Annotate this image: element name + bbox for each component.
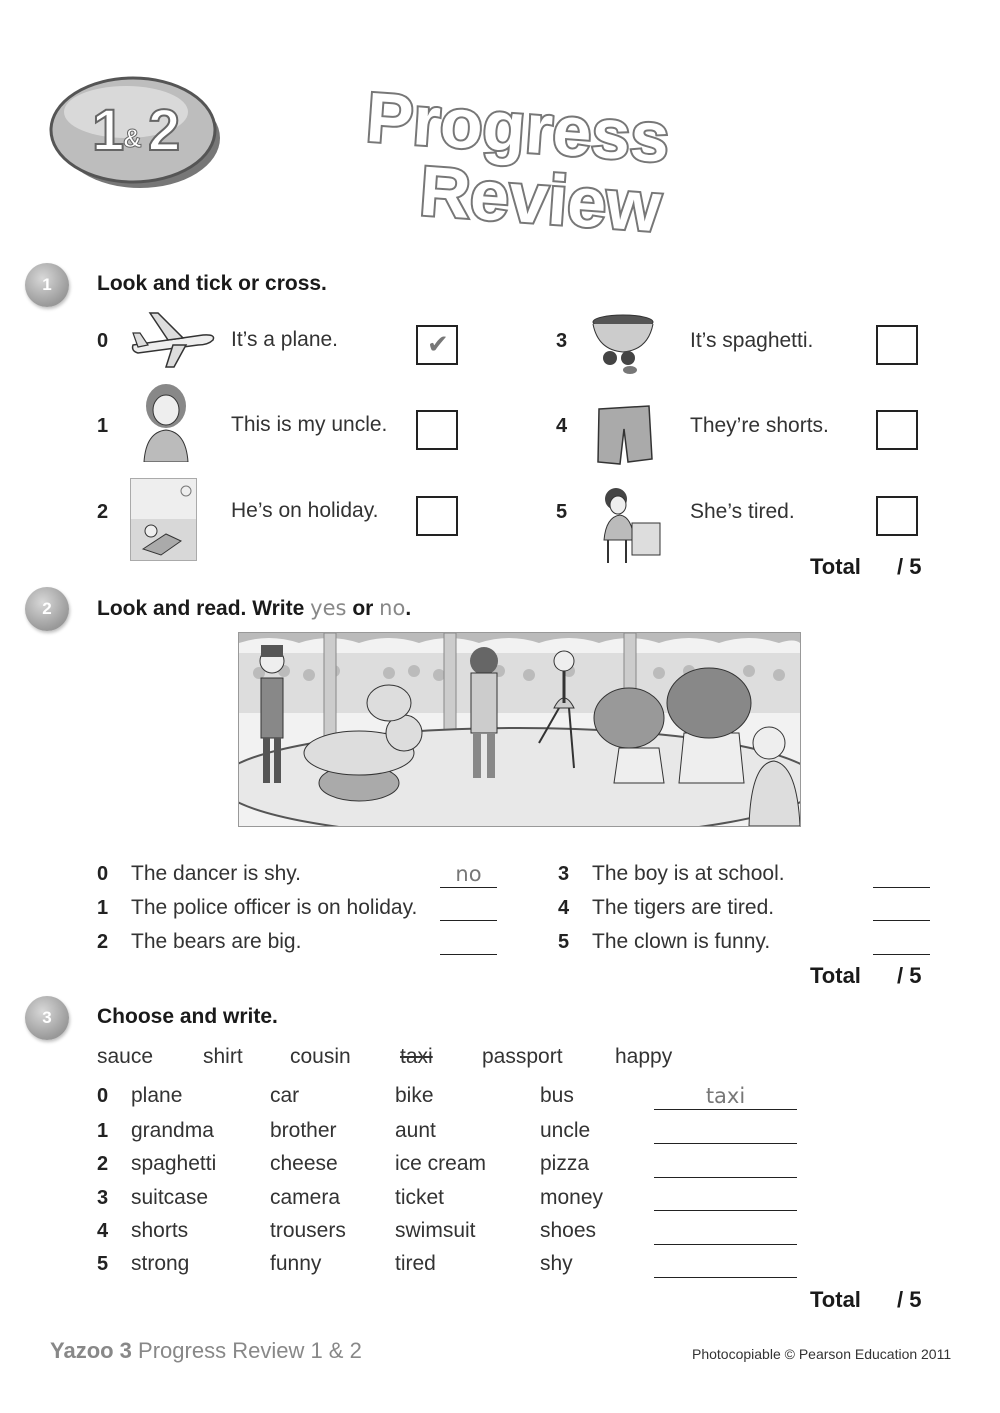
ex3-row-4-word-2: trousers [270,1219,346,1242]
ex3-row-1-number: 1 [97,1120,109,1142]
ex3-row-1-word-4: uncle [540,1119,591,1142]
ex2-item-1-answer-line[interactable] [440,895,497,921]
girl-icon [138,380,194,462]
ex2-total-label: Total [810,963,861,988]
ex3-row-4-word-1: shorts [131,1219,189,1242]
ex3-row-3-word-2: camera [270,1186,341,1209]
ex3-row-3-number: 3 [97,1187,109,1209]
ex2-instruction-or: or [352,597,374,620]
footer-book-title [50,1338,362,1364]
ex2-item-5-sentence: The clown is funny. [592,930,771,953]
beach-icon [130,478,197,561]
ex3-row-1-word-1: grandma [131,1119,214,1142]
ex1-item-0-answer-box[interactable] [416,325,458,365]
ex3-row-0-number: 0 [97,1085,109,1107]
ex3-row-0-word-3: bike [395,1084,434,1107]
ex3-row-2-word-1: spaghetti [131,1152,217,1175]
ex2-item-5-number: 5 [558,931,570,953]
ex2-item-4-number: 4 [558,897,570,919]
ex2-item-3-answer-line[interactable] [873,862,930,888]
ex3-row-0-word-1: plane [131,1084,183,1107]
ex3-row-5-answer-line[interactable] [654,1252,797,1278]
ex1-item-5-answer-box[interactable] [876,496,918,536]
ex3-row-5-word-3: tired [395,1252,436,1275]
ex1-total-label: Total [810,554,861,579]
ex3-row-3-word-1: suitcase [131,1186,209,1209]
ex3-row-2-word-4: pizza [540,1152,590,1175]
badge-number-2: 2 [148,98,181,163]
word-bank-shirt: shirt [203,1045,243,1068]
badge-number-1: 1 [92,98,125,163]
ex1-item-4-number: 4 [556,415,568,437]
ex3-row-0-word-4: bus [540,1084,574,1107]
ex3-total-label: Total [810,1287,861,1312]
ex1-item-5-number: 5 [556,501,568,523]
ex1-total-value: / 5 [897,554,922,579]
ex2-item-0-answer: no [455,862,482,886]
footer-section: Progress Review 1 & 2 [138,1338,362,1363]
ex3-row-0-answer-line[interactable] [654,1084,797,1110]
ex2-item-0-answer-line[interactable] [440,862,497,888]
ex1-item-4-answer-box[interactable] [876,410,918,450]
ex2-total-value: / 5 [897,963,922,988]
ex3-row-5-word-2: funny [270,1252,322,1275]
ex3-row-4-answer-line[interactable] [654,1219,797,1245]
ex1-item-1-sentence: This is my uncle. [231,413,388,436]
page-title [360,85,740,235]
ex1-item-3-number: 3 [556,330,568,352]
ex1-item-1-number: 1 [97,415,109,437]
ex1-item-5-sentence: She’s tired. [690,500,795,523]
ex2-instruction-prefix: Look and read. Write [97,597,305,620]
ex3-row-1-word-3: aunt [395,1119,436,1142]
ex1-item-3-answer-box[interactable] [876,325,918,365]
exercise-1-instruction: Look and tick or cross. [97,272,327,295]
word-bank-cousin: cousin [290,1045,351,1068]
word-bank-taxi: taxi [400,1045,433,1068]
ex2-item-0-sentence: The dancer is shy. [131,862,302,885]
circus-scene-icon [238,632,801,827]
ex2-instruction-yes: yes [310,596,347,620]
ex1-total [810,554,922,580]
ex2-item-3-sentence: The boy is at school. [592,862,785,885]
ex2-item-4-sentence: The tigers are tired. [592,896,775,919]
ex3-row-2-word-3: ice cream [395,1152,487,1175]
ex1-item-0-sentence: It’s a plane. [231,328,339,351]
ex1-item-2-number: 2 [97,501,109,523]
ex3-row-2-number: 2 [97,1153,109,1175]
ex3-row-3-word-4: money [540,1186,604,1209]
ex2-item-3-number: 3 [558,863,570,885]
ex2-item-4-answer-line[interactable] [873,895,930,921]
ex1-item-1-answer-box[interactable] [416,410,458,450]
shorts-icon [594,404,654,466]
woman-eating-icon [596,485,662,565]
ex3-row-3-word-3: ticket [395,1186,445,1209]
ex2-item-1-sentence: The police officer is on holiday. [131,896,418,919]
ex3-row-5-number: 5 [97,1253,109,1275]
ex1-item-4-sentence: They’re shorts. [690,414,829,437]
plane-icon [128,305,218,375]
ex1-item-2-answer-box[interactable] [416,496,458,536]
ex1-item-3-sentence: It’s spaghetti. [690,329,814,352]
ex2-item-2-sentence: The bears are big. [131,930,302,953]
exercise-3-number: 3 [25,996,69,1040]
ex2-item-2-answer-line[interactable] [440,929,497,955]
ex2-total [810,963,922,989]
ex3-row-5-word-4: shy [540,1252,573,1275]
badge-ampersand: & [123,123,142,153]
ex3-row-2-word-2: cheese [270,1152,338,1175]
ex3-row-4-word-4: shoes [540,1219,597,1242]
ex2-item-2-number: 2 [97,931,109,953]
ex2-instruction-end: . [405,597,412,620]
ex3-row-1-word-2: brother [270,1119,337,1142]
ex2-instruction-no: no [379,596,406,620]
exercise-1-number: 1 [25,263,69,307]
footer-copyright: Photocopiable © Pearson Education 2011 [692,1346,952,1362]
title-line-progress: Progress [363,85,673,177]
ex3-row-0-answer: taxi [705,1084,746,1108]
ex3-row-1-answer-line[interactable] [654,1118,797,1144]
footer-book: Yazoo 3 [50,1338,132,1363]
ex3-row-0-word-2: car [270,1084,300,1107]
exercise-2-number: 2 [25,587,69,631]
ex1-item-0-number: 0 [97,330,109,352]
ex2-item-1-number: 1 [97,897,109,919]
exercise-2-instruction [97,596,411,621]
word-bank-passport: passport [482,1045,563,1068]
ex1-item-2-sentence: He’s on holiday. [231,499,379,522]
bowl-icon [590,312,660,377]
title-line-review: Review [417,151,664,235]
ex3-row-2-answer-line[interactable] [654,1152,797,1178]
ex3-row-4-word-3: swimsuit [395,1219,476,1242]
ex3-total [810,1287,922,1313]
ex2-item-0-number: 0 [97,863,109,885]
tick-icon: ✔ [427,329,449,359]
ex3-row-3-answer-line[interactable] [654,1185,797,1211]
ex3-row-5-word-1: strong [131,1252,190,1275]
word-bank-happy: happy [615,1045,673,1068]
word-bank-sauce: sauce [97,1045,154,1068]
exercise-3-instruction: Choose and write. [97,1005,278,1028]
ex2-item-5-answer-line[interactable] [873,929,930,955]
ex3-total-value: / 5 [897,1287,922,1312]
ex3-row-4-number: 4 [97,1220,109,1242]
unit-badge [48,70,223,192]
